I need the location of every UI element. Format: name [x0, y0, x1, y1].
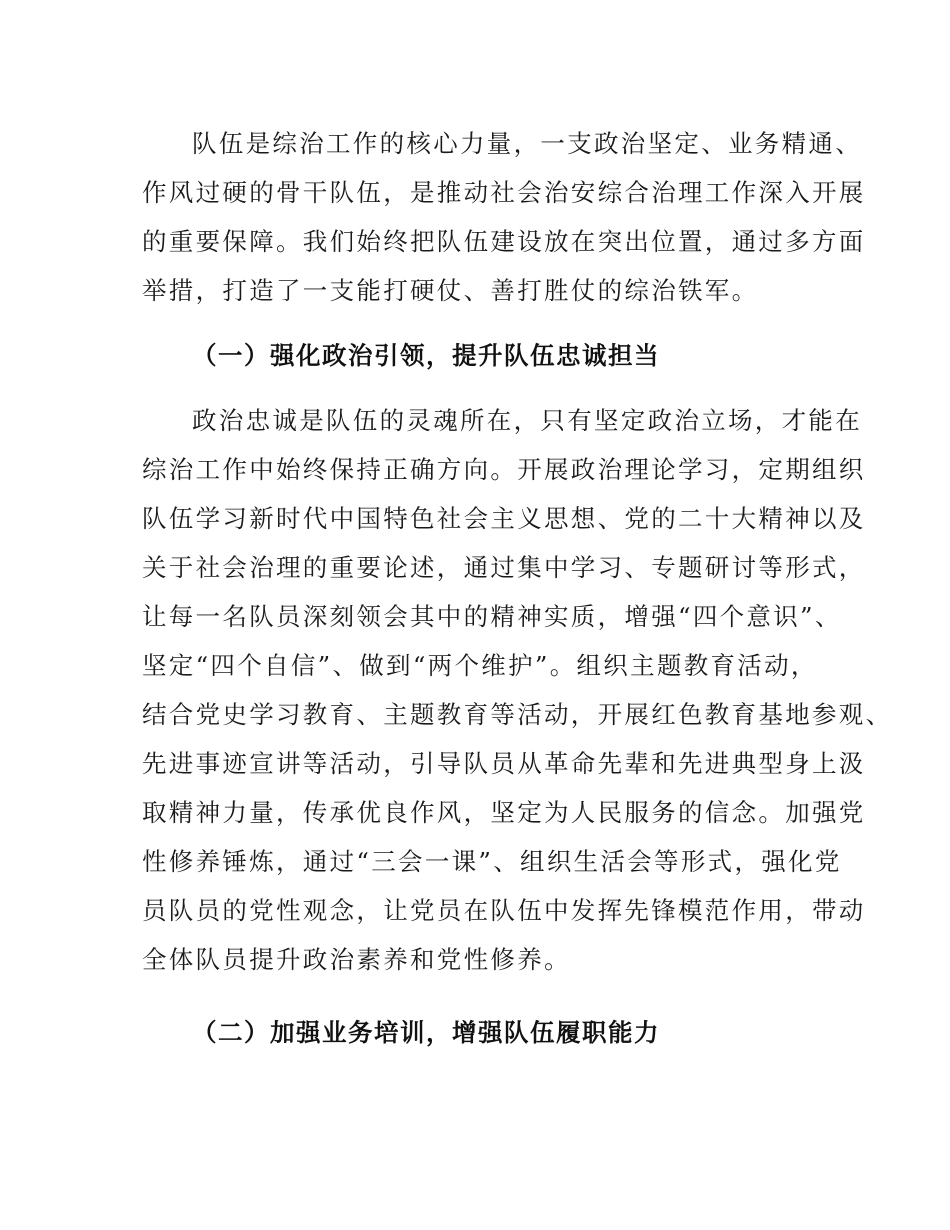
section-1-line-11: 员队员的党性观念，让党员在队伍中发挥先锋模范作用，带动 [142, 896, 866, 925]
section-1-line-4: 关于社会治理的重要论述，通过集中学习、专题研讨等形式， [142, 553, 866, 582]
intro-line-3: 的重要保障。我们始终把队伍建设放在突出位置，通过多方面 [142, 227, 866, 256]
section-2-heading: （二）加强业务培训，增强队伍履职能力 [192, 1018, 660, 1047]
section-1-line-2: 综治工作中始终保持正确方向。开展政治理论学习，定期组织 [142, 455, 866, 484]
section-1-line-10: 性修养锤炼，通过“三会一课”、组织生活会等形式，强化党 [142, 847, 842, 876]
section-1-line-3: 队伍学习新时代中国特色社会主义思想、党的二十大精神以及 [142, 504, 866, 533]
section-1-line-9: 取精神力量，传承优良作风，坚定为人民服务的信念。加强党 [142, 798, 866, 827]
section-1-line-1: 政治忠诚是队伍的灵魂所在，只有坚定政治立场，才能在 [192, 406, 862, 435]
section-1-heading: （一）强化政治引领，提升队伍忠诚担当 [192, 341, 660, 370]
intro-line-4: 举措，打造了一支能打硬仗、善打胜仗的综治铁军。 [142, 276, 759, 305]
section-1-line-8: 先进事迹宣讲等活动，引导队员从革命先辈和先进典型身上汲 [142, 749, 866, 778]
section-1-line-5: 让每一名队员深刻领会其中的精神实质，增强“四个意识”、 [142, 602, 842, 631]
intro-line-2: 作风过硬的骨干队伍，是推动社会治安综合治理工作深入开展 [142, 178, 866, 207]
section-1-line-7: 结合党史学习教育、主题教育等活动，开展红色教育基地参观、 [142, 700, 893, 729]
section-1-line-12: 全体队员提升政治素养和党性修养。 [142, 945, 571, 974]
intro-line-1: 队伍是综治工作的核心力量，一支政治坚定、业务精通、 [192, 129, 862, 158]
section-1-line-6: 坚定“四个自信”、做到“两个维护”。组织主题教育活动， [142, 651, 818, 680]
